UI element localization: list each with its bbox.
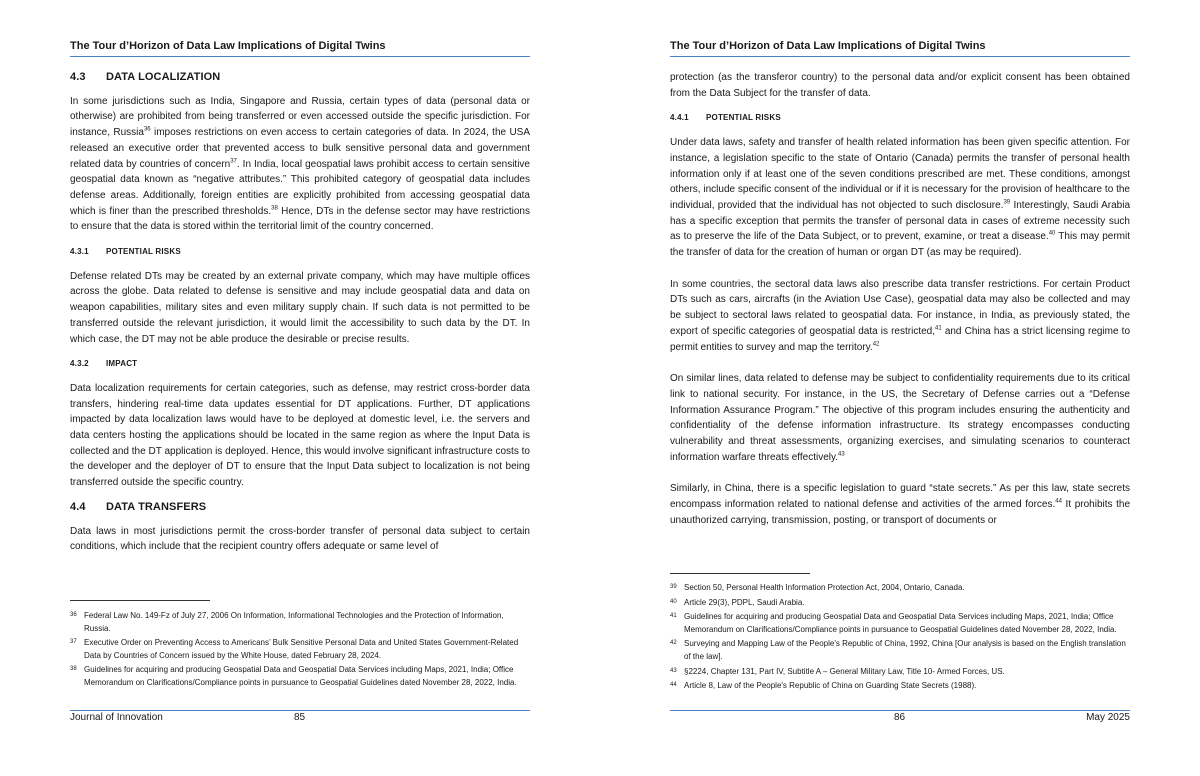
subsection-heading-4-4-1 bbox=[670, 110, 1130, 126]
footnote-text: Guidelines for acquiring and producing Geospatial Data and Geospatial Data Services including Maps, 2021, India; Office Memorandum on Clarifications/Compliance points in pursuance to Geospatial Guidelines dated November 28, 2022, India. bbox=[684, 612, 1117, 634]
footnote-number: 36 bbox=[70, 612, 77, 618]
footnote bbox=[670, 611, 1130, 636]
page-body bbox=[70, 70, 530, 564]
section-number: 4.3 bbox=[70, 71, 86, 83]
footnote-ref[interactable]: 37 bbox=[230, 158, 237, 165]
journal-name: Journal of Innovation bbox=[70, 712, 163, 723]
footnotes bbox=[70, 610, 530, 692]
paragraph-text: It prohibits the unauthorized carrying, transmission, posting, or transport of documents or bbox=[670, 499, 1131, 526]
paragraph-text: imposes restrictions on even access to certain categories of data. In 2024, the USA released an executive order that prevented access to bulk sensitive personal data and government related data by countries of concern bbox=[70, 127, 530, 170]
footnote-text: Executive Order on Preventing Access to Americans’ Bulk Sensitive Personal Data and United States Government-Related Data by Countries of Concern issued by the White House, dated February 28, 2024. bbox=[84, 638, 519, 660]
footnote-text: Surveying and Mapping Law of the People's Republic of China, 1992, China [Our analysis is based on the English translation of the law]. bbox=[684, 639, 1126, 661]
header-rule bbox=[70, 56, 530, 57]
footnote-ref[interactable]: 38 bbox=[271, 205, 278, 212]
subsection-title: POTENTIAL RISKS bbox=[706, 113, 781, 123]
footnote-ref[interactable]: 36 bbox=[143, 126, 151, 133]
subsection-heading-4-3-1 bbox=[70, 244, 530, 260]
footnote-text: Federal Law No. 149-Fz of July 27, 2006 On Information, Informational Technologies and the Protection of Information, Russia. bbox=[84, 611, 504, 633]
paragraph bbox=[670, 371, 1130, 465]
paragraph bbox=[670, 481, 1130, 528]
paragraph-text: Similarly, in China, there is a specific legislation to guard “state secrets.” As per this law, state secrets encompass information related to national defense and activities of the armed forces. bbox=[670, 483, 1130, 511]
footnote-number: 37 bbox=[70, 639, 77, 646]
section-heading-4-3 bbox=[70, 70, 530, 86]
footnote-ref[interactable]: 42 bbox=[872, 341, 880, 348]
page-number: 86 bbox=[894, 712, 906, 723]
footnote bbox=[670, 680, 1130, 693]
subsection-title: POTENTIAL RISKS bbox=[106, 247, 181, 257]
paragraph: Defense related DTs may be created by an external private company, which may have multiple offices across the globe. Data related to defense is sensitive and may include geospatial data and data on weapon capabilities, military sites and even military supply chain. If such data is not permitted to be transferred outside the relevant jurisdiction, it would limit the accessibility to such data by the DT. In which case, the DT may not be able produce the desirable or precise results. bbox=[70, 270, 530, 345]
footnote bbox=[70, 637, 530, 662]
footnote-number: 43 bbox=[670, 667, 677, 674]
footnote-text: Article 29(3), PDPL, Saudi Arabia. bbox=[684, 597, 805, 607]
footnote-separator bbox=[670, 573, 810, 574]
paragraph-text: . In India, local geospatial laws prohibit access to certain sensitive geospatial data known as “negative attributes.” This prohibited category of geospatial data includes defense areas. Additionally, foreign entities are explicitly prohibited from accessing geospatial data which is finer than the prescribed thresholds. bbox=[70, 158, 530, 217]
footnote-ref[interactable]: 43 bbox=[838, 451, 845, 458]
paragraph bbox=[670, 135, 1130, 261]
section-number: 4.4 bbox=[70, 500, 86, 513]
paragraph: Data localization requirements for certain categories, such as defense, may restrict cross-border data transfers, hindering real-time data updates essential for DT applications. Further, DT applications impacted by data localization laws would have to be deployed at domestic level, i.e. the servers and data centers hosting the applications should be located in the same region as where the Input Data is collected and the DT application is deployed. Hence, this would involve significant infrastructure costs to the developer and the deployer of DT to ensure that the Input Data subject to localization is not being transferred outside the specific country. bbox=[70, 382, 530, 489]
footnote-number: 38 bbox=[70, 666, 77, 673]
footnote-number: 39 bbox=[670, 584, 677, 590]
running-head: The Tour d’Horizon of Data Law Implications of Digital Twins bbox=[670, 40, 986, 52]
running-head: The Tour d’Horizon of Data Law Implications of Digital Twins bbox=[70, 40, 386, 52]
footnote-text: Section 50, Personal Health Information Protection Act, 2004, Ontario, Canada. bbox=[684, 583, 965, 592]
paragraph bbox=[670, 277, 1130, 356]
paragraph bbox=[70, 94, 530, 235]
left-page bbox=[70, 0, 530, 776]
paragraph-text: This may permit the transfer of data for the creation of human or organ DT (as may be required). bbox=[670, 231, 1130, 259]
footnote-ref[interactable]: 44 bbox=[1055, 498, 1062, 505]
footnote bbox=[70, 610, 530, 635]
footnote-text: §2224, Chapter 131, Part IV, Subtitle A – General Military Law, Title 10- Armed Forces, US. bbox=[684, 666, 1005, 676]
paragraph-text: Under data laws, safety and transfer of health related information has been given specific attention. For instance, a legislation specific to the state of Ontario (Canada) permits the transfer of personal health information only if at least one of the seven conditions prescribed are met. These conditions, amongst others, include specific consent of the individual or if it is necessary for the provision of healthcare to the individual, provided that the individual has not objected to such disclosure. bbox=[670, 137, 1130, 211]
footnote-number: 40 bbox=[670, 598, 677, 605]
paragraph: Data laws in most jurisdictions permit the cross-border transfer of personal data subject to certain conditions, which include that the recipient country offers adequate or same level of bbox=[70, 525, 530, 553]
footer-rule bbox=[670, 710, 1130, 711]
paragraph-text: In some countries, the sectoral data laws also prescribe data transfer restrictions. For certain Product DTs such as cars, aircrafts (in the Aviation Use Case), geospatial data may also be collected and may be subject to sectoral laws related to geospatial data. For instance, in India, as previously stated, the export of specific categories of geospatial data is restricted, bbox=[670, 278, 1130, 337]
paragraph-text: On similar lines, data related to defense may be subject to confidentiality requirements due to its critical link to national security. For instance, in the US, the Secretary of Defense carries out a “Defense Information Assurance Program.” The objective of this program includes ensuring the authenticity and confidentiality of the defense information infrastructure. Its strategy encompasses conducting vulnerability and threat assessments, organizing exercises, and simulating scenarios to counteract information warfare threats effectively. bbox=[670, 373, 1130, 463]
footer-rule bbox=[70, 710, 530, 711]
footnote bbox=[70, 664, 530, 689]
header-rule bbox=[670, 56, 1130, 57]
paragraph-text: Interestingly, Saudi Arabia has a specific exception that permits the transfer of personal data in cases of extreme necessity such as to preserve the life of the Data Subject, or to prevent, examine, or treat a disease. bbox=[670, 199, 1130, 243]
footnote bbox=[670, 638, 1130, 663]
right-page bbox=[670, 0, 1130, 776]
section-title: DATA TRANSFERS bbox=[106, 500, 207, 513]
footnote-number: 41 bbox=[670, 613, 677, 620]
footnote bbox=[670, 582, 1130, 595]
subsection-title: IMPACT bbox=[106, 359, 138, 369]
footnote-text: Article 8, Law of the People's Republic of China on Guarding State Secrets (1988). bbox=[684, 681, 977, 691]
footnote-ref[interactable]: 39 bbox=[1003, 199, 1011, 206]
footnote-number: 42 bbox=[670, 640, 677, 647]
subsection-number: 4.3.1 bbox=[70, 247, 89, 257]
subsection-number: 4.3.2 bbox=[70, 359, 89, 369]
section-title: DATA LOCALIZATION bbox=[106, 71, 221, 83]
footnote bbox=[670, 666, 1130, 679]
subsection-heading-4-3-2 bbox=[70, 356, 530, 372]
footnotes bbox=[670, 582, 1130, 695]
paragraph-text: In some jurisdictions such as India, Singapore and Russia, certain types of data (personal data or otherwise) are prohibited from being transferred or even accessed outside the specific jurisdiction. For instance, Russia bbox=[70, 95, 530, 139]
subsection-number: 4.4.1 bbox=[670, 113, 689, 123]
page-body bbox=[670, 70, 1130, 538]
issue-date: May 2025 bbox=[1086, 712, 1130, 723]
page-number: 85 bbox=[294, 712, 306, 723]
footnote-separator bbox=[70, 600, 210, 601]
paragraph-text: and China has a strict licensing regime to permit entities to survey and map the territory. bbox=[670, 325, 1131, 353]
footnote-text: Guidelines for acquiring and producing Geospatial Data and Geospatial Data Services including Maps, 2021, India; Office Memorandum on Clarifications/Compliance points in pursuance to Geospatial Guidelines dated November 28, 2022, India. bbox=[84, 665, 517, 687]
footnote bbox=[670, 597, 1130, 610]
footnote-ref[interactable]: 40 bbox=[1048, 231, 1056, 237]
footnote-number: 44 bbox=[670, 682, 677, 689]
paragraph: protection (as the transferor country) to the personal data and/or explicit consent has been obtained from the Data Subject for the transfer of data. bbox=[670, 72, 1130, 99]
footnote-ref[interactable]: 41 bbox=[935, 325, 942, 332]
section-heading-4-4 bbox=[70, 500, 530, 516]
paragraph-text: Hence, DTs in the defense sector may have restrictions to ensure that the data is stored within the territorial limit of the country concerned. bbox=[70, 205, 530, 233]
